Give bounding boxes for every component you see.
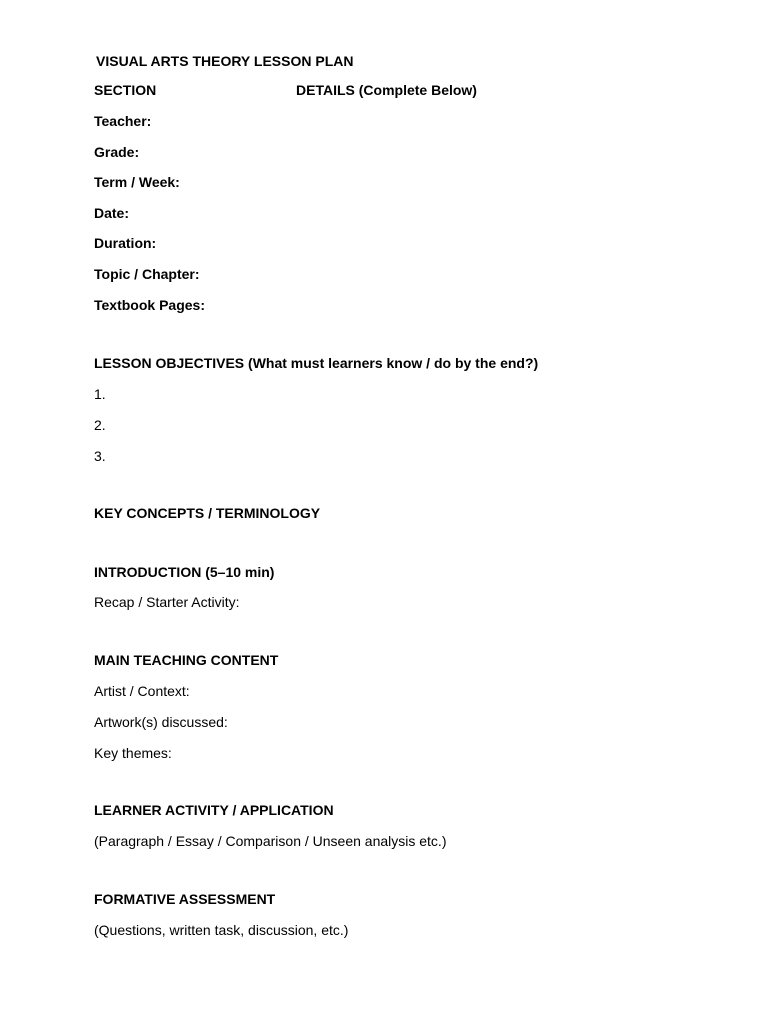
learner-activity-note: (Paragraph / Essay / Comparison / Unseen analysis etc.) <box>94 833 447 849</box>
section-column-label: SECTION <box>94 82 157 98</box>
field-teacher: Teacher: <box>94 113 152 129</box>
field-grade: Grade: <box>94 144 140 160</box>
artist-context-label: Artist / Context: <box>94 683 190 699</box>
section-header-row <box>94 81 494 99</box>
key-themes-label: Key themes: <box>94 745 172 761</box>
formative-assessment-heading: FORMATIVE ASSESSMENT <box>94 891 276 907</box>
objectives-heading: LESSON OBJECTIVES (What must learners know / do by the end?) <box>94 355 539 371</box>
objective-item: 3. <box>94 448 106 464</box>
key-concepts-heading: KEY CONCEPTS / TERMINOLOGY <box>94 505 321 521</box>
objective-item: 2. <box>94 417 106 433</box>
details-column-label: DETAILS (Complete Below) <box>296 82 477 98</box>
formative-assessment-note: (Questions, written task, discussion, etc.) <box>94 922 349 938</box>
field-date: Date: <box>94 205 130 221</box>
field-textbook-pages: Textbook Pages: <box>94 297 205 313</box>
learner-activity-heading: LEARNER ACTIVITY / APPLICATION <box>94 802 334 818</box>
main-content-heading: MAIN TEACHING CONTENT <box>94 652 279 668</box>
field-topic-chapter: Topic / Chapter: <box>94 266 200 282</box>
field-duration: Duration: <box>94 235 157 251</box>
objective-item: 1. <box>94 386 106 402</box>
field-term-week: Term / Week: <box>94 174 180 190</box>
artworks-discussed-label: Artwork(s) discussed: <box>94 714 228 730</box>
recap-starter-label: Recap / Starter Activity: <box>94 594 240 610</box>
document-title: VISUAL ARTS THEORY LESSON PLAN <box>96 53 354 69</box>
introduction-heading: INTRODUCTION (5–10 min) <box>94 564 275 580</box>
